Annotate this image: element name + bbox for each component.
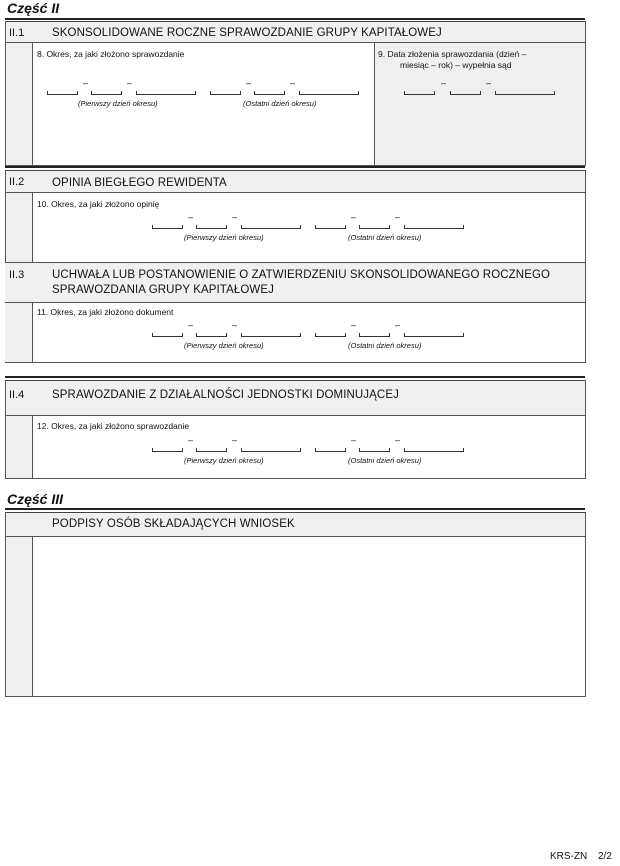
- part-2-title: Część II: [7, 0, 60, 16]
- first-day-caption: (Pierwszy dzień okresu): [184, 456, 264, 465]
- field-12-label: 12. Okres, za jaki złożono sprawozdanie: [37, 421, 190, 431]
- divider: [5, 18, 585, 20]
- signatures-area[interactable]: [33, 537, 584, 695]
- section-margin: [5, 42, 32, 166]
- section-title: PODPISY OSÓB SKŁADAJĄCYCH WNIOSEK: [52, 518, 295, 530]
- page-number: 2/2: [598, 851, 612, 862]
- section-title-2: SPRAWOZDANIA GRUPY KAPITAŁOWEJ: [52, 284, 274, 296]
- section-title: OPINIA BIEGŁEGO REWIDENTA: [52, 177, 227, 189]
- field-8-label: 8. Okres, za jaki złożono sprawozdanie: [37, 49, 185, 59]
- part-3-title: Część III: [7, 491, 64, 507]
- last-day-caption: (Ostatni dzień okresu): [348, 456, 422, 465]
- field-10-label: 10. Okres, za jaki złożono opinię: [37, 199, 160, 209]
- last-day-caption: (Ostatni dzień okresu): [348, 233, 422, 242]
- section-title: SPRAWOZDANIE Z DZIAŁALNOŚCI JEDNOSTKI DOMINUJĄCEJ: [52, 389, 399, 401]
- first-day-caption: (Pierwszy dzień okresu): [184, 341, 264, 350]
- form-code: KRS-ZN: [550, 851, 588, 862]
- section-code: II.3: [9, 269, 25, 281]
- section-title: UCHWAŁA LUB POSTANOWIENIE O ZATWIERDZENIU SKONSOLIDOWANEGO ROCZNEGO: [52, 269, 551, 281]
- section-code: II.2: [9, 176, 25, 188]
- last-day-caption: (Ostatni dzień okresu): [348, 341, 422, 350]
- field-9-label-2: miesiąc – rok) – wypełnia sąd: [400, 60, 512, 70]
- first-day-caption: (Pierwszy dzień okresu): [78, 99, 158, 108]
- section-code: II.1: [9, 27, 25, 39]
- section-code: II.4: [9, 389, 25, 401]
- first-day-caption: (Pierwszy dzień okresu): [184, 233, 264, 242]
- section-title: SKONSOLIDOWANE ROCZNE SPRAWOZDANIE GRUPY KAPITAŁOWEJ: [52, 27, 442, 39]
- field-11-label: 11. Okres, za jaki złożono dokument: [37, 307, 174, 317]
- last-day-caption: (Ostatni dzień okresu): [243, 99, 317, 108]
- field-9-label: 9. Data złożenia sprawozdania (dzień –: [378, 49, 527, 59]
